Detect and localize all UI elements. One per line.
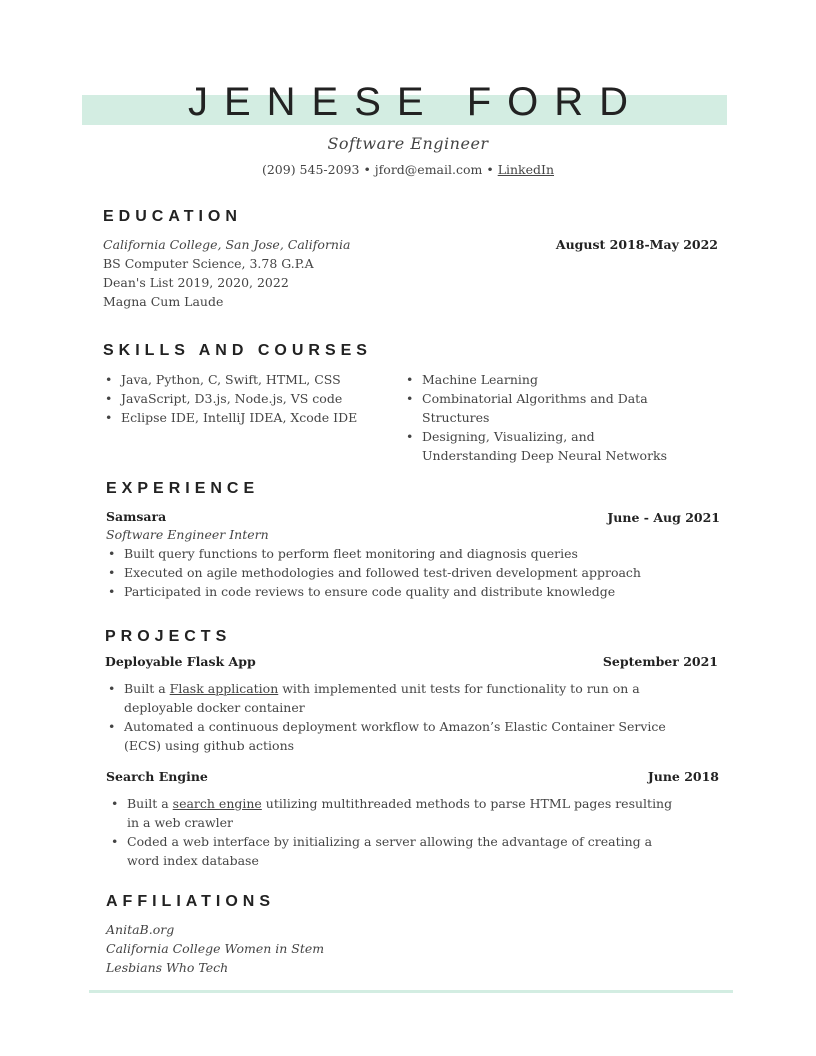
project-dates: September 2021 xyxy=(602,654,718,669)
education-dates: August 2018-May 2022 xyxy=(555,237,718,252)
bullet-text: with implemented unit tests for functionality to run on a deployable docker container xyxy=(124,681,640,715)
course-item: • Combinatorial Algorithms and Data Structures xyxy=(403,389,693,427)
project-bullet xyxy=(108,794,683,832)
affiliations-list xyxy=(106,920,324,977)
education-line: Magna Cum Laude xyxy=(103,294,224,309)
experience-bullet: • Built query functions to perform fleet monitoring and diagnosis queries xyxy=(105,544,725,563)
experience-dates: June - Aug 2021 xyxy=(607,510,720,525)
project-bullets xyxy=(108,794,683,870)
project-dates: June 2018 xyxy=(647,769,719,784)
affiliation-item: Lesbians Who Tech xyxy=(106,960,229,975)
bullet-text: utilizing multithreaded methods to parse HTML pages resulting in a web crawler xyxy=(127,796,673,830)
email[interactable]: jford@email.com xyxy=(374,162,483,177)
project-name: Deployable Flask App xyxy=(105,654,256,669)
candidate-name: JENESE FORD xyxy=(187,80,645,124)
skill-item: • Java, Python, C, Swift, HTML, CSS xyxy=(102,370,392,389)
project-bullet: • Coded a web interface by initializing a server allowing the advantage of creating a word index database xyxy=(108,832,683,870)
separator: • xyxy=(363,162,371,177)
bullet-text: Built a xyxy=(127,796,173,811)
experience-bullets xyxy=(105,544,725,601)
education-line: Dean's List 2019, 2020, 2022 xyxy=(103,275,289,290)
footer-divider xyxy=(89,990,733,993)
skill-item: • Eclipse IDE, IntelliJ IDEA, Xcode IDE xyxy=(102,408,392,427)
linkedin-link[interactable]: LinkedIn xyxy=(497,162,555,177)
skill-item: • JavaScript, D3.js, Node.js, VS code xyxy=(102,389,392,408)
course-item: • Machine Learning xyxy=(403,370,693,389)
project-bullet: • Automated a continuous deployment workflow to Amazon’s Elastic Container Service (ECS) using github actions xyxy=(105,717,675,755)
affiliation-item: AnitaB.org xyxy=(106,922,175,937)
contact-line xyxy=(0,162,816,177)
experience-bullet: • Executed on agile methodologies and followed test-driven development approach xyxy=(105,563,725,582)
course-item: • Designing, Visualizing, and Understanding Deep Neural Networks xyxy=(403,427,693,465)
projects-heading: PROJECTS xyxy=(105,628,232,645)
education-heading: EDUCATION xyxy=(103,208,242,225)
education-school: California College, San Jose, California xyxy=(103,237,351,252)
courses-list xyxy=(403,370,693,465)
experience-company: Samsara xyxy=(106,509,167,524)
affiliations-heading: AFFILIATIONS xyxy=(106,893,276,910)
experience-role: Software Engineer Intern xyxy=(106,527,269,542)
separator: • xyxy=(486,162,494,177)
flask-application-link[interactable]: Flask application xyxy=(169,681,279,696)
skills-list xyxy=(102,370,392,427)
project-bullet xyxy=(105,679,675,717)
education-details xyxy=(103,254,314,311)
skills-heading: SKILLS AND COURSES xyxy=(103,342,372,359)
phone: (209) 545-2093 xyxy=(261,162,360,177)
project-bullets xyxy=(105,679,675,755)
bullet-text: Built a xyxy=(124,681,170,696)
experience-bullet: • Participated in code reviews to ensure code quality and distribute knowledge xyxy=(105,582,725,601)
project-name: Search Engine xyxy=(106,769,208,784)
education-line: BS Computer Science, 3.78 G.P.A xyxy=(103,256,314,271)
job-title: Software Engineer xyxy=(327,134,489,153)
search-engine-link[interactable]: search engine xyxy=(172,796,262,811)
experience-heading: EXPERIENCE xyxy=(106,480,260,497)
affiliation-item: California College Women in Stem xyxy=(106,941,325,956)
